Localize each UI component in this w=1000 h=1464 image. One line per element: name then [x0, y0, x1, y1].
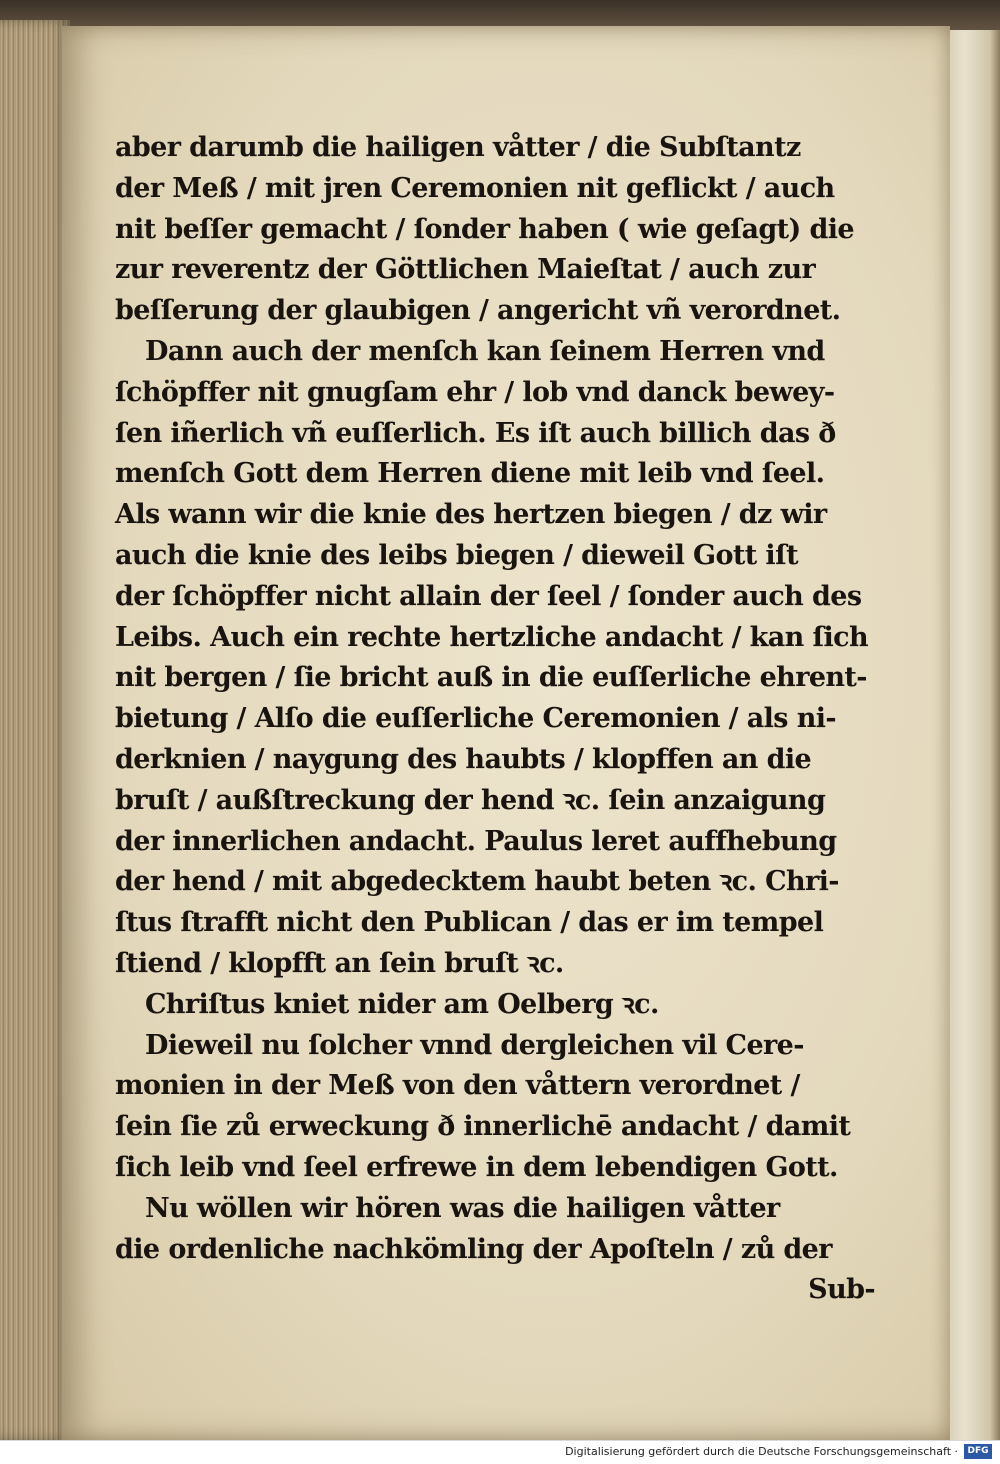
text-line: beſſerung der glaubigen / angericht vñ verordnet. [115, 295, 841, 327]
text-line: ſein ſie zů erweckung ð innerlichē andacht / damit [115, 1111, 851, 1143]
text-line: der hend / mit abgedecktem haubt beten ꝛc. Chri- [115, 866, 839, 898]
text-line: ſich leib vnd ſeel erfrewe in dem lebendigen Gott. [115, 1151, 838, 1183]
text-line: derknien / naygung des haubts / klopffen an die [115, 743, 812, 775]
text-line: bruſt / außſtreckung der hend ꝛc. ſein anzaigung [115, 784, 826, 816]
text-line: monien in der Meß von den våttern verordnet / [115, 1070, 800, 1102]
text-line: nit bergen / ſie bricht auß in die euſſerliche ehrent- [115, 662, 867, 694]
text-line: ſtus ſtrafft nicht den Publican / das er im tempel [115, 907, 824, 939]
funding-credit: Digitalisierung gefördert durch die Deutsche Forschungsgemeinschaft · [565, 1445, 958, 1458]
text-line: nit beſſer gemacht / ſonder haben ( wie geſagt) die [115, 213, 854, 245]
text-line: Nu wöllen wir hören was die hailigen våtter [145, 1192, 780, 1224]
text-line: auch die knie des leibs biegen / dieweil Gott iſt [115, 539, 798, 571]
page-text [115, 128, 915, 1311]
text-line: bietung / Alſo die euſſerliche Ceremonien / als ni- [115, 703, 836, 735]
text-line: ſen iñerlich vñ euſſerlich. Es iſt auch billich das ð [115, 417, 836, 449]
text-line: der Meß / mit jren Ceremonien nit geflickt / auch [115, 172, 835, 204]
text-line: der innerlichen andacht. Paulus leret auffhebung [115, 825, 837, 857]
text-line: ſtiend / klopfft an ſein bruſt ꝛc. [115, 947, 564, 979]
catchword: Sub- [808, 1274, 875, 1306]
text-line: zur reverentz der Göttlichen Maieſtat / auch zur [115, 254, 816, 286]
text-line: menſch Gott dem Herren diene mit leib vnd ſeel. [115, 458, 825, 490]
footer-bar [0, 1440, 1000, 1464]
text-line: die ordenliche nachkömling der Apoſteln / zů der [115, 1233, 832, 1265]
text-line: Dann auch der menſch kan ſeinem Herren vnd [145, 335, 825, 367]
text-line: Chriſtus kniet nider am Oelberg ꝛc. [145, 988, 659, 1020]
dfg-logo-icon[interactable]: DFG [964, 1444, 992, 1459]
text-line: Leibs. Auch ein rechte hertzliche andacht / kan ſich [115, 621, 869, 653]
text-line: Dieweil nu ſolcher vnnd dergleichen vil Cere- [145, 1029, 804, 1061]
text-line: aber darumb die hailigen våtter / die Subſtantz [115, 132, 801, 163]
text-line: ſchöpffer nit gnugſam ehr / lob vnd danck bewey- [115, 376, 835, 408]
text-line: Als wann wir die knie des hertzen biegen / dz wir [115, 499, 827, 531]
page-stack-left [0, 20, 70, 1440]
text-line: der ſchöpffer nicht allain der ſeel / ſonder auch des [115, 580, 862, 612]
